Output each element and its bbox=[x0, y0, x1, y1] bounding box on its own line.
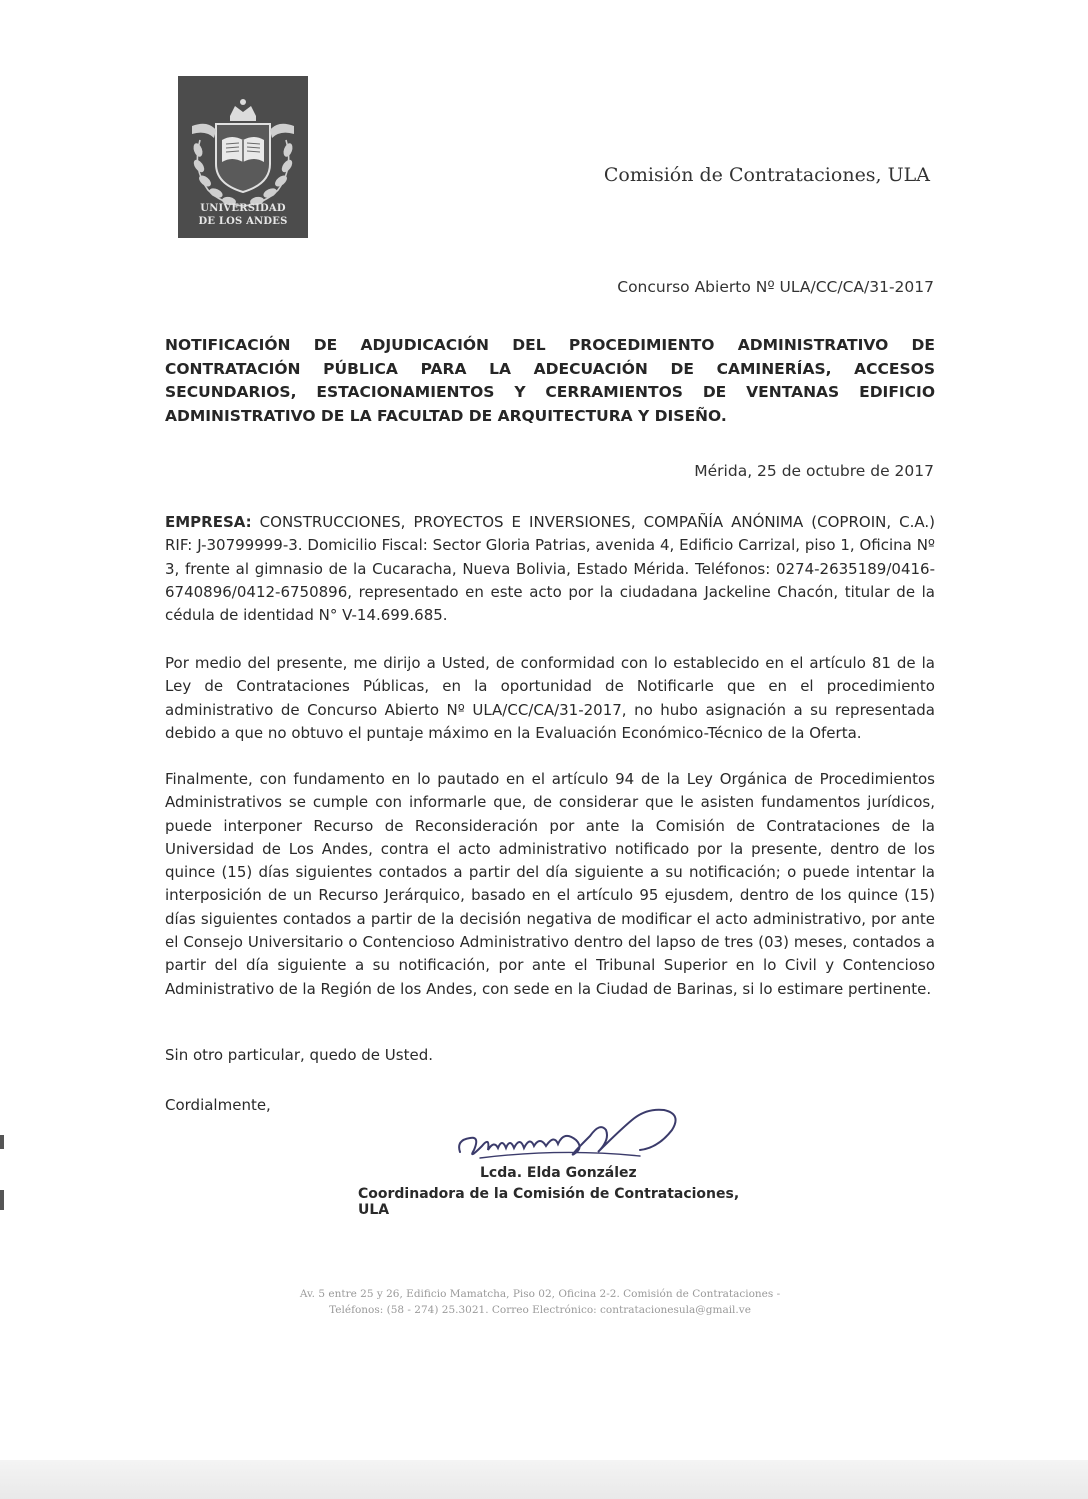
notification-title: NOTIFICACIÓN DE ADJUDICACIÓN DEL PROCEDIMIENTO ADMINISTRATIVO DE CONTRATACIÓN PÚBLICA PARA LA ADECUACIÓN DE CAMINERÍAS, ACCESOS SECUNDARIOS, ESTACIONAMIENTOS Y CERRAMIENTOS DE VENTANAS EDIFICIO ADMINISTRATIVO DE LA FACULTAD DE ARQUITECTURA Y DISEÑO. bbox=[165, 336, 935, 425]
logo-text-line: UNIVERSIDAD bbox=[200, 203, 286, 214]
signer-name: Lcda. Elda González bbox=[480, 1165, 637, 1181]
university-logo bbox=[178, 76, 308, 238]
commission-heading: Comisión de Contrataciones, ULA bbox=[603, 164, 930, 186]
footer-line: Av. 5 entre 25 y 26, Edificio Mamatcha, Piso 02, Oficina 2-2. Comisión de Contrataciones - bbox=[299, 1288, 781, 1300]
body-paragraph-appeal: Finalmente, con fundamento en lo pautado en el artículo 94 de la Ley Orgánica de Procedimientos Administrativos se cumple con informarle que, de considerar que le asisten fundamentos jurídicos, puede interponer Recurso de Reconsideración por ante la Comisión de Contrataciones de la Universidad de Los Andes, contra el acto administrativo notificado por la presente, dentro de los quince (15) días siguientes contados a partir del día siguiente a su notificación; o puede intentar la interposición de un Recurso Jerárquico, basado en el artículo 95 ejusdem, dentro de los quince (15) días siguientes contados a partir de la decisión negativa de modificar el acto administrativo, por ante el Consejo Universitario o Contencioso Administrativo dentro del lapso de tres (03) meses, contados a partir del día siguiente a su notificación, por ante el Tribunal Superior en lo Civil y Contencioso Administrativo de la Región de los Andes, con sede en la Ciudad de Barinas, si lo estimare pertinente. bbox=[165, 770, 935, 998]
logo-text-line: DE LOS ANDES bbox=[198, 216, 288, 227]
company-label: EMPRESA: bbox=[165, 513, 252, 531]
company-details bbox=[165, 511, 935, 627]
place-and-date: Mérida, 25 de octubre de 2017 bbox=[694, 462, 934, 480]
scan-edge-mark bbox=[0, 1135, 4, 1149]
body-paragraph-notification: Por medio del presente, me dirijo a Usted, de conformidad con lo establecido en el artículo 81 de la Ley de Contrataciones Públicas, en la oportunidad de Notificarle que en el procedimiento administrativo de Concurso Abierto Nº ULA/CC/CA/31-2017, no hubo asignación a su representada debido a que no obtuvo el puntaje máximo en la Evaluación Económico-Técnico de la Oferta. bbox=[165, 654, 935, 742]
logo-wordmark bbox=[178, 202, 308, 228]
salutation: Cordialmente, bbox=[165, 1096, 271, 1114]
footer-address bbox=[250, 1286, 830, 1318]
closing-line: Sin otro particular, quedo de Usted. bbox=[165, 1046, 433, 1064]
footer-line: Teléfonos: (58 - 274) 25.3021. Correo Electrónico: contratacionesula@gmail.ve bbox=[329, 1304, 751, 1316]
company-text: CONSTRUCCIONES, PROYECTOS E INVERSIONES, COMPAÑÍA ANÓNIMA (COPROIN, C.A.) RIF: J-30799999-3. Domicilio Fiscal: Sector Gloria Patrias, avenida 4, Edificio Carrizal, piso 1, Oficina Nº 3, frente al gimnasio de la Cucaracha, Nueva Bolivia, Estado Mérida. Teléfonos: 0274-2635189/0416-6740896/0412-6750896, representado en este acto por la ciudadana Jackeline Chacón, titular de la cédula de identidad N° V-14.699.685. bbox=[165, 513, 935, 625]
scan-edge-mark bbox=[0, 1190, 4, 1210]
contest-reference: Concurso Abierto Nº ULA/CC/CA/31-2017 bbox=[617, 278, 934, 296]
handwritten-signature bbox=[450, 1100, 700, 1175]
scan-bottom-band bbox=[0, 1460, 1088, 1499]
signer-role: Coordinadora de la Comisión de Contrataciones, ULA bbox=[358, 1186, 740, 1218]
